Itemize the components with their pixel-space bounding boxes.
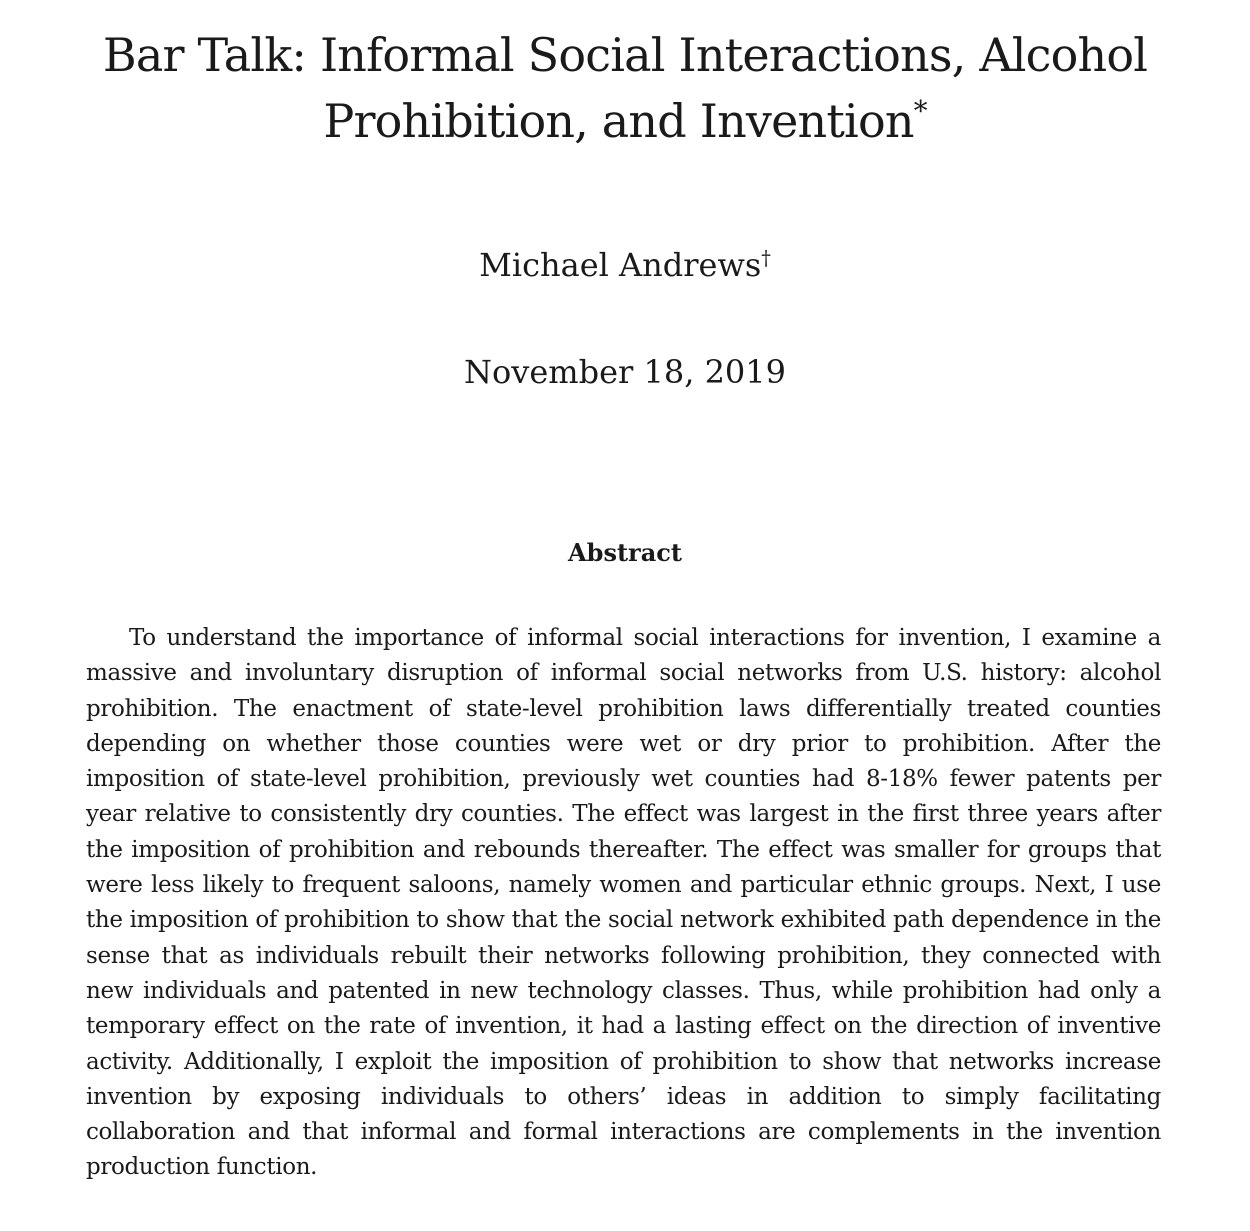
paper-date: November 18, 2019 bbox=[463, 353, 786, 391]
abstract-heading: Abstract bbox=[568, 538, 682, 567]
title-footnote-mark: * bbox=[913, 94, 927, 128]
author-name: Michael Andrews bbox=[479, 246, 762, 284]
abstract-text: To understand the importance of informal social interactions for invention, I examine a massive and involuntary disruption of informal social networks from U.S. history: alcohol prohibition. The enactment of state-level prohibition laws differentially treated counties depending on whether those counties were wet or dry prior to prohibition. After the imposition of state-level prohibition, previously wet counties had 8-18% fewer patents per year relative to consistently dry counties. The effect was largest in the first three years after the imposition of prohibition and rebounds thereafter. The effect was smaller for groups that were less likely to frequent saloons, namely women and particular ethnic groups. Next, I use the imposition of prohibition to show that the social network exhibited path dependence in the sense that as individuals rebuilt their networks following prohibition, they connected with new individuals and patented in new technology classes. Thus, while prohibition had only a temporary effect on the rate of invention, it had a lasting effect on the direction of inventive activity. Additionally, I exploit the imposition of prohibition to show that networks increase invention by exposing individuals to others’ ideas in addition to simply facilitating collaboration and that informal and formal interactions are complements in the invention production function. bbox=[86, 625, 1161, 1181]
author-footnote-mark: † bbox=[761, 246, 771, 270]
author-line bbox=[0, 243, 1250, 287]
paper-title-text: Bar Talk: Informal Social Interactions, Alcohol Prohibition, and Invention bbox=[102, 28, 1148, 148]
paper-title bbox=[60, 22, 1190, 154]
